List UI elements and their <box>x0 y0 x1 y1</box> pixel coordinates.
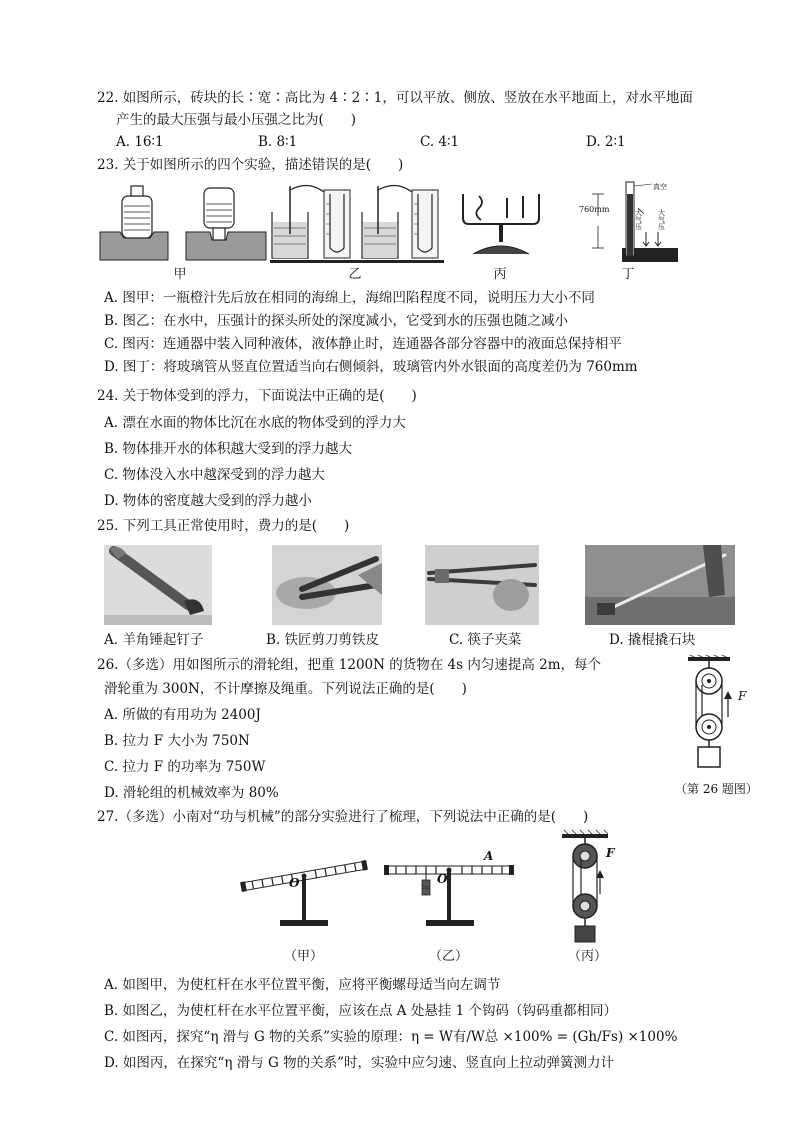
q27-yi-pivot-label: O <box>437 872 448 886</box>
q27-caption-yi: （乙） <box>429 949 469 964</box>
q22-option-a: A. 16∶1 <box>116 134 164 150</box>
q23-height-label: 760mm <box>579 205 610 214</box>
q27-option-a: A. 如图甲，为使杠杆在水平位置平衡，应将平衡螺母适当向左调节 <box>104 977 501 993</box>
q22-stem-line2: 产生的最大压强与最小压强之比为( ) <box>116 112 357 128</box>
q27-option-c: C. 如图丙，探究“η 滑与 G 物的关系”实验的原理：η = W有/W总 ×100% = (Gh/Fs) ×100% <box>104 1029 678 1045</box>
q27-caption-bing: （丙） <box>568 949 608 964</box>
q23-option-c: C. 图丙：连通器中装入同种液体，液体静止时，连通器各部分容器中的液面总保持相平 <box>104 336 622 352</box>
q23-option-b: B. 图乙：在水中，压强计的探头所处的深度减小，它受到水的压强也随之减小 <box>104 313 569 329</box>
q27-option-d: D. 如图丙，在探究“η 滑与 G 物的关系”时，实验中应匀速、竖直向上拉动弹簧测力计 <box>104 1055 614 1071</box>
q23-figure-jia <box>98 182 268 262</box>
q25-photo-tin-snips <box>272 545 382 625</box>
q25-photo-claw-hammer <box>104 545 212 625</box>
q23-figure-bing <box>455 188 547 260</box>
q25-option-a: A. 羊角锤起钉子 <box>104 632 204 648</box>
q26-option-a: A. 所做的有用功为 2400J <box>104 707 261 723</box>
q26-pulley-figure <box>672 655 752 773</box>
q27-stem: 27.（多选）小南对“功与机械”的部分实验进行了梳理，下列说法中正确的是( ) <box>97 809 589 825</box>
q26-force-label: F <box>738 689 747 703</box>
q25-option-d: D. 撬棍撬石块 <box>609 632 696 648</box>
q25-stem: 25. 下列工具正常使用时，费力的是( ) <box>97 518 350 534</box>
q26-stem-line2: 滑轮重为 300N，不计摩擦及绳重。下列说法正确的是( ) <box>104 681 467 697</box>
q23-air-pressure-label-2: 大气压 <box>658 209 665 231</box>
q27-point-a-label: A <box>484 849 494 863</box>
q27-jia-pivot-label: O <box>289 876 300 890</box>
q23-option-d: D. 图丁：将玻璃管从竖直位置适当向右侧倾斜，玻璃管内外水银面的高度差仍为 760mm <box>104 359 638 375</box>
q23-stem: 23. 关于如图所示的四个实验，描述错误的是( ) <box>97 157 404 173</box>
q24-option-a: A. 漂在水面的物体比沉在水底的物体受到的浮力大 <box>104 415 406 431</box>
q26-option-d: D. 滑轮组的机械效率为 80% <box>104 785 279 801</box>
q24-option-b: B. 物体排开水的体积越大受到的浮力越大 <box>104 441 353 457</box>
q26-option-c: C. 拉力 F 的功率为 750W <box>104 759 266 775</box>
q23-vacuum-label: 真空 <box>653 183 667 191</box>
q25-option-c: C. 筷子夹菜 <box>449 632 522 648</box>
q27-figure-jia <box>240 838 370 928</box>
q23-caption-yi: 乙 <box>348 267 362 282</box>
q23-caption-jia: 甲 <box>173 267 187 282</box>
q27-force-label: F <box>606 846 615 860</box>
q23-caption-bing: 丙 <box>493 267 507 282</box>
q26-option-b: B. 拉力 F 大小为 750N <box>104 733 250 749</box>
q24-stem: 24. 关于物体受到的浮力，下面说法中正确的是( ) <box>97 388 417 404</box>
q23-air-pressure-label-1: 大气压 <box>635 209 642 231</box>
q26-figure-caption: （第 26 题图） <box>675 782 758 796</box>
q23-caption-ding: 丁 <box>621 267 635 282</box>
q24-option-c: C. 物体没入水中越深受到的浮力越大 <box>104 467 325 483</box>
q22-option-d: D. 2∶1 <box>586 134 626 150</box>
q24-option-d: D. 物体的密度越大受到的浮力越小 <box>104 493 312 509</box>
q27-figure-yi <box>384 840 514 928</box>
q22-stem-line1: 22. 如图所示，砖块的长∶宽∶高比为 4∶2∶1，可以平放、侧放、竖放在水平地面上，对水平地面 <box>97 90 693 106</box>
q22-option-c: C. 4∶1 <box>420 134 460 150</box>
q25-photo-crowbar <box>585 545 735 625</box>
q27-option-b: B. 如图乙，为使杠杆在水平位置平衡，应该在点 A 处悬挂 1 个钩码（钩码重都相同） <box>104 1003 618 1019</box>
q25-option-b: B. 铁匠剪刀剪铁皮 <box>266 632 380 648</box>
q22-option-b: B. 8∶1 <box>258 134 298 150</box>
q23-figure-yi <box>268 184 446 264</box>
q25-photo-chopsticks <box>425 545 539 625</box>
q23-option-a: A. 图甲：一瓶橙汁先后放在相同的海绵上，海绵凹陷程度不同，说明压力大小不同 <box>104 290 595 306</box>
q27-caption-jia: （甲） <box>284 949 324 964</box>
q26-stem-line1: 26.（多选）用如图所示的滑轮组，把重 1200N 的货物在 4s 内匀速提高 2m，每个 <box>97 657 602 673</box>
